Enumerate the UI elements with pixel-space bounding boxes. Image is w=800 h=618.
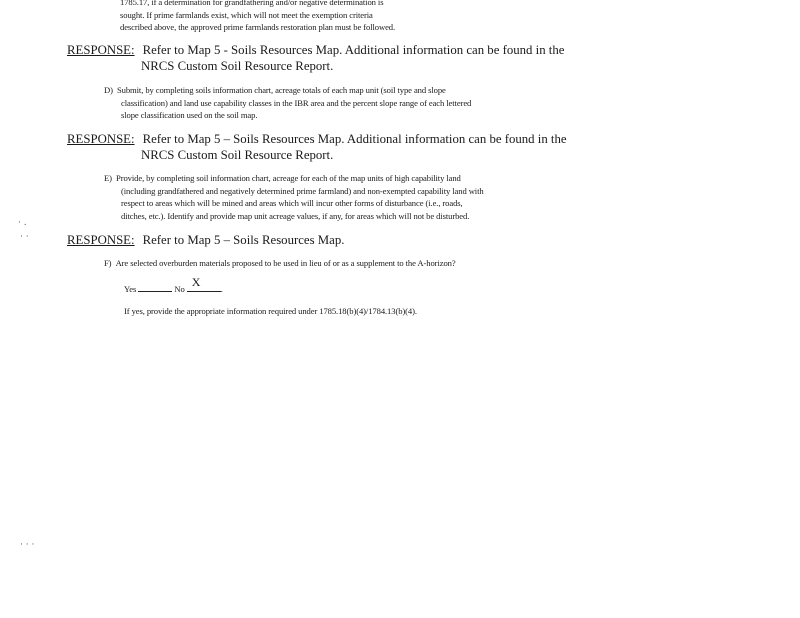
item-e bbox=[104, 172, 484, 222]
response-text: Refer to Map 5 – Soils Resources Map. Additional information can be found in the bbox=[142, 132, 567, 146]
item-text: (including grandfathered and negatively determined prime farmland) and non-exempted capability land with bbox=[121, 185, 484, 196]
yes-blank bbox=[138, 282, 172, 292]
response-label: RESPONSE: bbox=[67, 132, 135, 146]
item-text: Submit, by completing soils information chart, acreage totals of each map unit (soil type and slope bbox=[116, 85, 446, 95]
item-f bbox=[104, 257, 456, 270]
response-1 bbox=[67, 42, 564, 74]
top-fragment-line: sought. If prime farmlands exist, which will not meet the exemption criteria bbox=[120, 9, 373, 20]
item-d bbox=[104, 84, 471, 122]
response-text: NRCS Custom Soil Resource Report. bbox=[141, 148, 334, 162]
yes-no-row: Yes No X . bbox=[124, 275, 223, 294]
top-fragment-line: described above, the approved prime farmlands restoration plan must be followed. bbox=[120, 22, 396, 32]
margin-mark: · . bbox=[18, 218, 27, 228]
item-text: slope classification used on the soil map. bbox=[121, 110, 258, 120]
response-text: Refer to Map 5 – Soils Resources Map. bbox=[142, 233, 345, 247]
item-text: Are selected overburden materials proposed to be used in lieu of or as a supplement to the A-horizon? bbox=[115, 258, 456, 268]
response-3 bbox=[67, 232, 344, 248]
top-fragment bbox=[120, 0, 395, 34]
yes-label: Yes bbox=[124, 284, 137, 294]
no-blank bbox=[187, 275, 213, 292]
response-label: RESPONSE: bbox=[67, 43, 135, 57]
margin-mark: · · bbox=[20, 232, 29, 242]
response-label: RESPONSE: bbox=[67, 233, 135, 247]
response-2 bbox=[67, 131, 567, 163]
item-marker: D) bbox=[104, 85, 113, 95]
selected-mark: X bbox=[191, 275, 201, 289]
margin-mark: · · · bbox=[20, 540, 35, 550]
item-f-instruction: If yes, provide the appropriate information required under 1785.18(b)(4)/1784.13(b)(4). bbox=[124, 306, 417, 316]
response-text: Refer to Map 5 - Soils Resources Map. Additional information can be found in the bbox=[142, 43, 565, 57]
item-marker: E) bbox=[104, 173, 112, 183]
item-text: Provide, by completing soil information chart, acreage for each of the map units of high capability land bbox=[116, 173, 461, 183]
item-text: ditches, etc.). Identify and provide map unit acreage values, if any, for areas which will not be disturbed. bbox=[121, 210, 470, 221]
response-text: NRCS Custom Soil Resource Report. bbox=[141, 59, 334, 73]
item-marker: F) bbox=[104, 258, 112, 268]
no-label: No bbox=[174, 284, 185, 294]
item-text: respect to areas which will be mined and areas which will incur other forms of disturbance (i.e., roads, bbox=[121, 198, 463, 208]
top-fragment-line: 1785.17, if a determination for grandfathering and/or negative determination is bbox=[120, 0, 384, 7]
item-text: classification) and land use capability classes in the IBR area and the percent slope range of each lettered bbox=[121, 97, 472, 108]
